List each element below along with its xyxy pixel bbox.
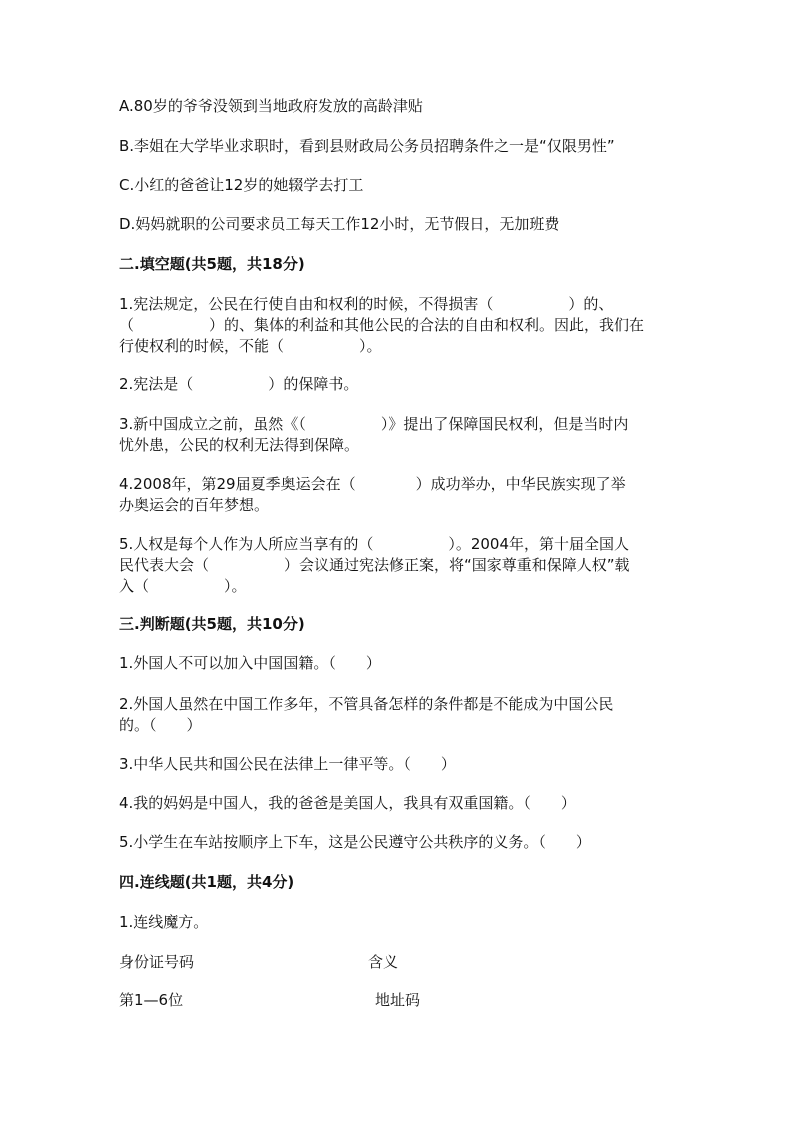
match-header-left: 身份证号码 (119, 953, 195, 971)
judge-q2-line2: 的。（ ） (119, 716, 202, 734)
fill-q1-line2: （ ）的、集体的利益和其他公民的合法的自由和权利。因此，我们在 (119, 316, 645, 334)
fill-q5-line3: 入（ ）。 (119, 577, 247, 595)
fill-q5-line1: 5.人权是每个人作为人所应当享有的（ ）。2004年，第十届全国人 (119, 535, 629, 553)
match-row1-right: 地址码 (375, 991, 421, 1009)
fill-q4-line1: 4.2008年，第29届夏季奥运会在（ ）成功举办，中华民族实现了举 (119, 475, 626, 493)
match-question-1: 1.连线魔方。 (119, 913, 209, 931)
judge-question-3: 3.中华人民共和国公民在法律上一律平等。（ ） (119, 755, 456, 773)
fill-q3-line1: 3.新中国成立之前，虽然《（ ）》提出了保障国民权利，但是当时内 (119, 415, 629, 433)
fill-question-5 (119, 534, 679, 597)
option-d: D.妈妈就职的公司要求员工每天工作12小时，无节假日，无加班费 (119, 215, 560, 233)
fill-section-heading: 二.填空题(共5题，共18分) (119, 255, 305, 273)
option-a: A.80岁的爷爷没领到当地政府发放的高龄津贴 (119, 97, 423, 115)
fill-question-4 (119, 474, 679, 516)
fill-question-2 (119, 374, 679, 395)
fill-q5-line2: 民代表大会（ ）会议通过宪法修正案，将“国家尊重和保障人权”载 (119, 556, 630, 574)
fill-q3-line2: 忧外患，公民的权利无法得到保障。 (119, 436, 360, 454)
option-b: B.李姐在大学毕业求职时，看到县财政局公务员招聘条件之一是“仅限男性” (119, 137, 615, 155)
judge-question-2 (119, 694, 679, 736)
judge-question-5: 5.小学生在车站按顺序上下车，这是公民遵守公共秩序的义务。（ ） (119, 833, 591, 851)
judge-question-4: 4.我的妈妈是中国人，我的爸爸是美国人，我具有双重国籍。（ ） (119, 794, 576, 812)
judge-q2-line1: 2.外国人虽然在中国工作多年，不管具备怎样的条件都是不能成为中国公民 (119, 695, 614, 713)
match-header-right: 含义 (368, 953, 399, 971)
match-row1-left: 第1—6位 (119, 991, 184, 1009)
judge-question-1: 1.外国人不可以加入中国国籍。（ ） (119, 654, 381, 672)
fill-q4-line2: 办奥运会的百年梦想。 (119, 496, 270, 514)
fill-q2-line1: 2.宪法是（ ）的保障书。 (119, 375, 359, 393)
option-c: C.小红的爸爸让12岁的她辍学去打工 (119, 176, 364, 194)
match-section-heading: 四.连线题(共1题，共4分) (119, 873, 295, 891)
fill-q1-line3: 行使权利的时候，不能（ ）。 (119, 337, 382, 355)
fill-question-1 (119, 294, 679, 357)
judge-section-heading: 三.判断题(共5题，共10分) (119, 615, 305, 633)
fill-question-3 (119, 414, 679, 456)
fill-q1-line1: 1.宪法规定，公民在行使自由和权利的时候，不得损害（ ）的、 (119, 295, 614, 313)
